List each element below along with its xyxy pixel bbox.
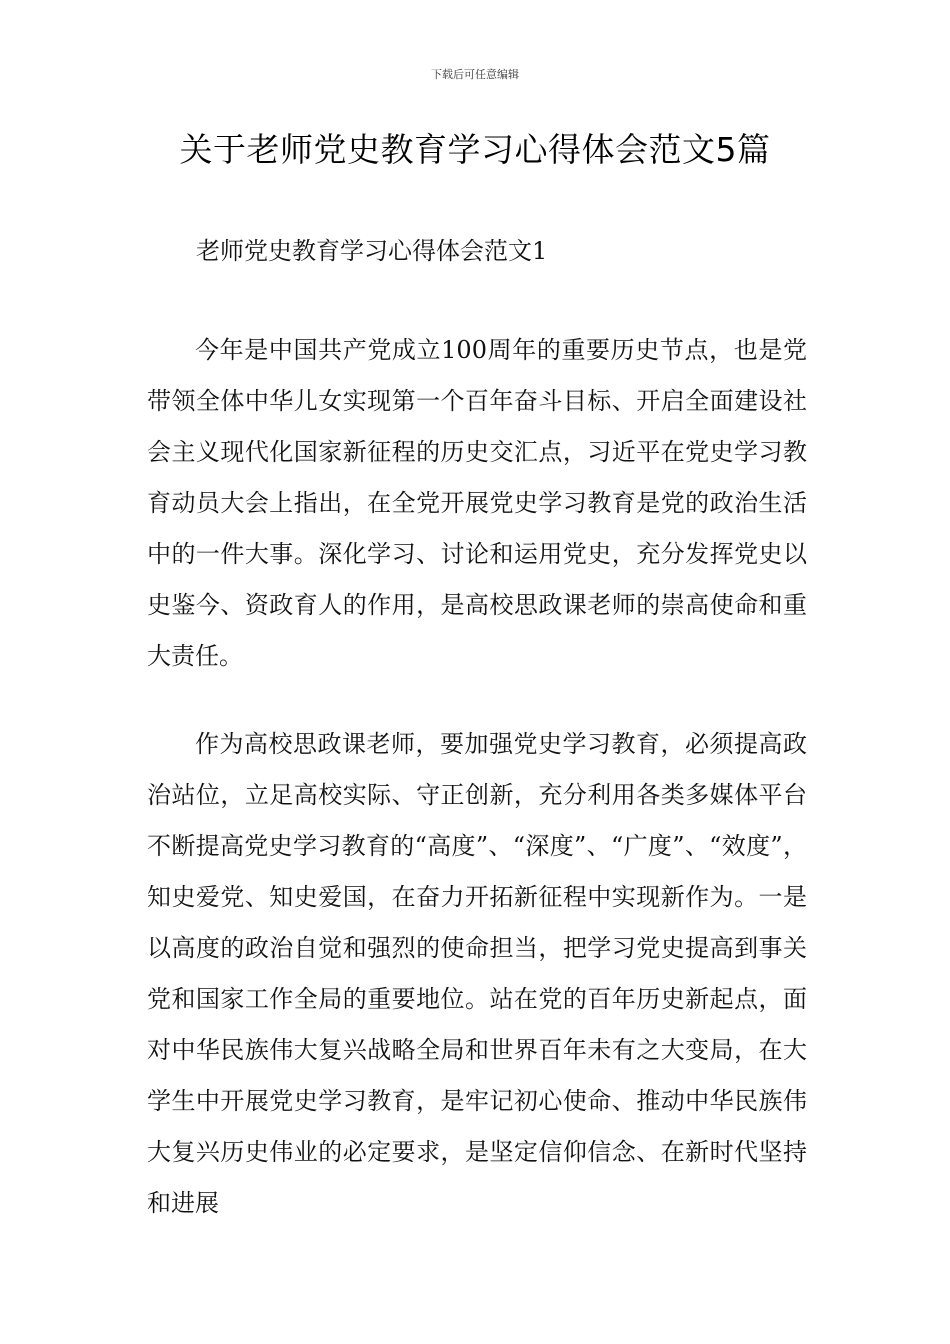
section-heading: 老师党史教育学习心得体会范文1 bbox=[196, 237, 548, 265]
document-title: 关于老师党史教育学习心得体会范文5篇 bbox=[179, 130, 771, 169]
paragraph-1: 今年是中国共产党成立100周年的重要历史节点，也是党带领全体中华儿女实现第一个百年奋斗目标、开启全面建设社会主义现代化国家新征程的历史交汇点，习近平在党史学习教育动员大会上指出，在全党开展党史学习教育是党的政治生活中的一件大事。深化学习、讨论和运用党史，充分发挥党史以史鉴今、资政育人的作用，是高校思政课老师的崇高使命和重大责任。 bbox=[147, 336, 807, 670]
header-note: 下载后可任意编辑 bbox=[431, 68, 519, 81]
paragraph-2: 作为高校思政课老师，要加强党史学习教育，必须提高政治站位，立足高校实际、守正创新，充分利用各类多媒体平台不断提高党史学习教育的“高度”、“深度”、“广度”、“效度”，知史爱党、知史爱国，在奋力开拓新征程中实现新作为。一是以高度的政治自觉和强烈的使命担当，把学习党史提高到事关党和国家工作全局的重要地位。站在党的百年历史新起点，面对中华民族伟大复兴战略全局和世界百年未有之大变局，在大学生中开展党史学习教育，是牢记初心使命、推动中华民族伟大复兴历史伟业的必定要求，是坚定信仰信念、在新时代坚持和进展 bbox=[147, 730, 807, 1217]
